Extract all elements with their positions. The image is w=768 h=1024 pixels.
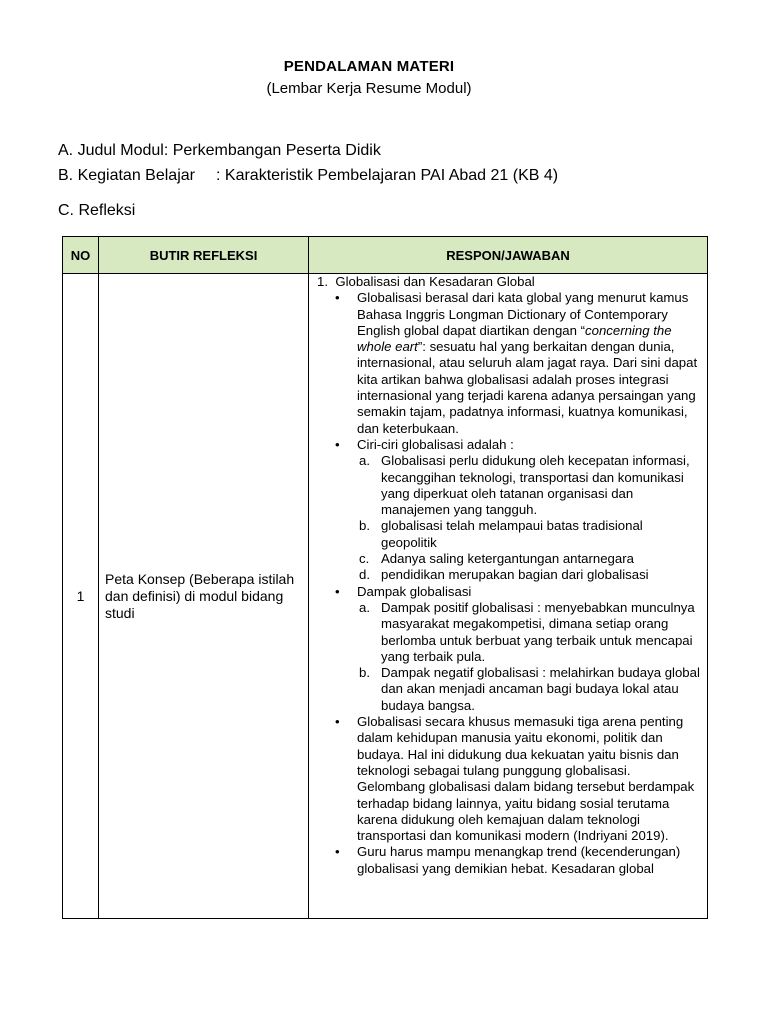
response-bullet-list: [313, 290, 701, 877]
sub-list-item: [359, 665, 701, 714]
sub-list-text: Dampak positif globalisasi : menyebabkan munculnya masyarakat megakompetisi, dimana setiap orang berlomba untuk berbuat yang terbaik untuk mencapai yang terbaik pula.: [381, 599, 695, 664]
page-title: PENDALAMAN MATERI: [283, 58, 455, 75]
module-title-line: A. Judul Modul: Perkembangan Peserta Didik: [58, 142, 381, 159]
bullet-text-italic: concerning the whole eart: [357, 322, 672, 355]
table-header-row: [63, 237, 708, 274]
sub-list-item: [359, 453, 701, 518]
page-subtitle: (Lembar Kerja Resume Modul): [266, 80, 472, 97]
reflection-table: [62, 236, 708, 919]
header-respon: RESPON/JAWABAN: [309, 237, 708, 274]
sub-list-text: Dampak negatif globalisasi : melahirkan budaya global dan akan menjadi ancaman bagi budaya lokal atau budaya bangsa.: [381, 665, 700, 713]
header-no: NO: [63, 237, 99, 274]
sub-list-marker: d.: [359, 567, 370, 583]
response-heading: 1. Globalisasi dan Kesadaran Global: [317, 274, 535, 289]
bullet-icon: •: [335, 714, 340, 730]
sub-list-text: Globalisasi perlu didukung oleh kecepatan informasi, kecanggihan teknologi, transportasi dan komunikasi yang diperkuat oleh tatanan organisasi dan manajemen yang tangguh.: [381, 453, 690, 518]
bullet-text-pre: Globalisasi berasal dari kata global yang menurut kamus Bahasa Inggris Longman Dictionary of Contemporary English global dapat diartikan dengan “: [357, 290, 689, 338]
table-row: [63, 274, 708, 919]
sub-list-marker: a.: [359, 599, 370, 615]
bullet-icon: •: [335, 290, 340, 306]
sub-list-item: [359, 599, 701, 665]
reflection-item: Peta Konsep (Beberapa istilah dan definisi) di modul bidang studi: [99, 274, 309, 919]
learning-activity-line: [58, 167, 558, 185]
sub-list: [357, 600, 701, 714]
sub-list-text: pendidikan merupakan bagian dari globalisasi: [381, 567, 649, 583]
bullet-text: Globalisasi secara khusus memasuki tiga arena penting dalam kehidupan manusia yaitu ekonomi, politik dan budaya. Hal ini didukung dua kekuatan yaitu bisnis dan teknologi sebagai tulang punggung globalisasi. Gelombang globalisasi dalam bidang tersebut berdampak terhadap bidang lainnya, yaitu bidang sosial terutama karena didukung oleh kemajuan dalam teknologi transportasi dan komunikasi modern (Indriyani 2019).: [357, 714, 695, 844]
list-item: [335, 844, 701, 877]
response-cell: [309, 274, 708, 919]
sub-list-item: [359, 551, 701, 567]
list-item: [335, 714, 701, 844]
list-item: [335, 436, 701, 584]
bullet-icon: •: [335, 436, 340, 452]
bullet-icon: •: [335, 844, 340, 860]
sub-list-item: [359, 567, 701, 583]
bullet-text: Dampak globalisasi: [357, 583, 472, 599]
sub-list-marker: b.: [359, 665, 370, 681]
bullet-text: Ciri-ciri globalisasi adalah :: [357, 436, 514, 452]
sub-list-marker: c.: [359, 551, 370, 567]
bullet-text: Guru harus mampu menangkap trend (kecenderungan) globalisasi yang demikian hebat. Kesadaran global: [357, 844, 681, 876]
sub-list-marker: a.: [359, 453, 370, 469]
bullet-icon: •: [335, 583, 340, 599]
bullet-text-post: ”: sesuatu hal yang berkaitan dengan dunia, internasional, atau seluruh alam jagat raya. Dari sini dapat kita artikan bahwa globalisasi adalah proses integrasi internasional yang terjadi karena adanya persaingan yang semakin tajam, padatnya informasi, kuatnya komunikasi, dan keterbukaan.: [357, 339, 698, 436]
list-item: [335, 290, 701, 437]
row-number: 1: [63, 274, 99, 919]
learning-activity-value: : Karakteristik Pembelajaran PAI Abad 21 (KB 4): [216, 167, 559, 184]
reflection-line: C. Refleksi: [58, 202, 136, 219]
sub-list-text: Adanya saling ketergantungan antarnegara: [381, 551, 634, 567]
learning-activity-label: B. Kegiatan Belajar: [58, 167, 195, 184]
header-butir: BUTIR REFLEKSI: [99, 237, 309, 274]
sub-list-text: globalisasi telah melampaui batas tradisional geopolitik: [381, 518, 643, 550]
sub-list-item: [359, 518, 701, 551]
sub-list: [357, 453, 701, 583]
sub-list-marker: b.: [359, 518, 370, 534]
list-item: [335, 583, 701, 714]
